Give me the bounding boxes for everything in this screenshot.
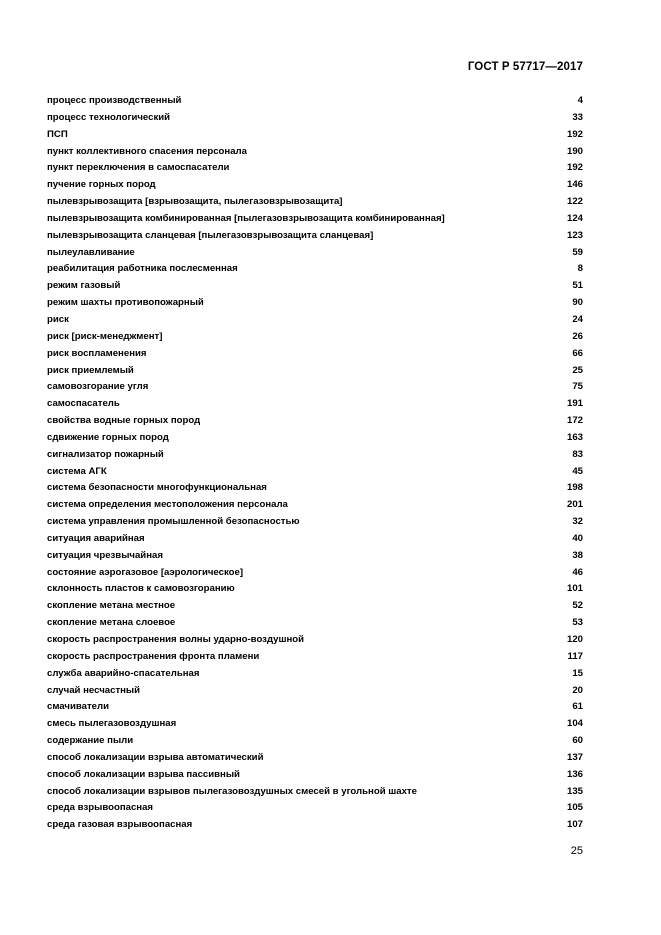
index-term-number: 122 — [566, 196, 583, 208]
index-term: способ локализации взрыва пассивный — [47, 768, 240, 780]
index-term: ПСП — [47, 128, 68, 140]
index-term-number: 38 — [572, 549, 583, 561]
index-term: скопление метана местное — [47, 600, 176, 612]
index-entry — [47, 548, 583, 565]
index-term: случай несчастный — [47, 684, 141, 696]
index-term-number: 75 — [572, 381, 583, 393]
index-term-number: 66 — [572, 347, 583, 359]
index-term: режим газовый — [47, 280, 121, 292]
index-term: система АГК — [47, 465, 107, 477]
index-term: склонность пластов к самовозгоранию — [47, 583, 235, 595]
index-term: режим шахты противопожарный — [47, 297, 204, 309]
index-term: пучение горных пород — [47, 179, 156, 191]
index-term: система управления промышленной безопасностью — [47, 516, 300, 528]
index-entry — [47, 649, 583, 666]
index-term-number: 137 — [566, 751, 583, 763]
alphabetical-index — [47, 93, 583, 834]
index-term-number: 61 — [572, 701, 583, 713]
index-term-number: 124 — [566, 212, 583, 224]
index-term: смесь пылегазовоздушная — [47, 718, 177, 730]
index-entry — [47, 413, 583, 430]
index-term-number: 135 — [566, 785, 583, 797]
index-term: риск воспламенения — [47, 347, 147, 359]
index-term: служба аварийно-спасательная — [47, 667, 200, 679]
index-term: пылеулавливание — [47, 246, 135, 258]
index-term: пылевзрывозащита сланцевая [пылегазовзрывозащита сланцевая] — [47, 229, 374, 241]
index-entry — [47, 683, 583, 700]
index-entry — [47, 312, 583, 329]
index-term: риск — [47, 313, 69, 325]
index-term-number: 101 — [566, 583, 583, 595]
index-term-number: 198 — [566, 482, 583, 494]
index-term: риск [риск-менеджмент] — [47, 330, 163, 342]
index-term-number: 83 — [572, 448, 583, 460]
index-entry — [47, 177, 583, 194]
index-term-number: 90 — [572, 297, 583, 309]
index-term: сигнализатор пожарный — [47, 448, 164, 460]
index-entry — [47, 329, 583, 346]
index-term-number: 25 — [572, 364, 583, 376]
index-term: способ локализации взрывов пылегазовоздушных смесей в угольной шахте — [47, 785, 417, 797]
index-term: содержание пыли — [47, 735, 134, 747]
index-entry — [47, 615, 583, 632]
index-entry — [47, 716, 583, 733]
index-entry — [47, 699, 583, 716]
index-term-number: 4 — [577, 95, 583, 106]
index-entry — [47, 93, 583, 110]
index-term-number: 104 — [566, 718, 583, 730]
index-term-number: 192 — [566, 128, 583, 140]
index-term: ситуация чрезвычайная — [47, 549, 163, 561]
index-term: смачиватели — [47, 701, 110, 713]
index-entry — [47, 211, 583, 228]
index-term: пылевзрывозащита комбинированная [пылегазовзрывозащита комбинированная] — [47, 212, 445, 224]
index-term-number: 105 — [566, 802, 583, 814]
index-entry — [47, 497, 583, 514]
index-term: скорость распространения фронта пламени — [47, 650, 260, 662]
index-term: сдвижение горных пород — [47, 431, 169, 443]
index-entry — [47, 480, 583, 497]
index-term: система определения местоположения персонала — [47, 499, 288, 511]
index-entry — [47, 110, 583, 127]
index-term-number: 107 — [566, 819, 583, 831]
index-entry — [47, 245, 583, 262]
index-entry — [47, 295, 583, 312]
index-term-number: 26 — [572, 330, 583, 342]
index-term-number: 52 — [572, 600, 583, 612]
index-entry — [47, 632, 583, 649]
index-entry — [47, 127, 583, 144]
index-entry — [47, 800, 583, 817]
index-entry — [47, 598, 583, 615]
index-entry — [47, 666, 583, 683]
index-entry — [47, 581, 583, 598]
index-term: пылевзрывозащита [взрывозащита, пылегазовзрывозащита] — [47, 196, 343, 208]
index-term: процесс технологический — [47, 111, 171, 123]
index-entry — [47, 514, 583, 531]
index-entry — [47, 817, 583, 834]
index-entry — [47, 565, 583, 582]
index-term: способ локализации взрыва автоматический — [47, 751, 264, 763]
index-entry — [47, 430, 583, 447]
index-term: самовозгорание угля — [47, 381, 149, 393]
index-term: скорость распространения волны ударно-воздушной — [47, 634, 305, 645]
index-entry — [47, 767, 583, 784]
index-entry — [47, 750, 583, 767]
index-term-number: 191 — [566, 398, 583, 410]
index-term-number: 32 — [572, 516, 583, 528]
index-term-number: 46 — [572, 566, 583, 578]
index-entry — [47, 278, 583, 295]
index-term-number: 60 — [572, 735, 583, 747]
index-term-number: 146 — [566, 179, 583, 191]
index-term-number: 59 — [572, 246, 583, 258]
index-entry — [47, 464, 583, 481]
index-term-number: 172 — [566, 415, 583, 427]
index-term: система безопасности многофункциональная — [47, 482, 267, 494]
index-term: пункт коллективного спасения персонала — [47, 145, 247, 157]
index-term-number: 136 — [566, 768, 583, 780]
index-term-number: 24 — [572, 313, 583, 325]
index-entry — [47, 144, 583, 161]
index-term-number: 201 — [566, 499, 583, 511]
index-term: среда газовая взрывоопасная — [47, 819, 193, 831]
index-term: риск приемлемый — [47, 364, 134, 376]
index-entry — [47, 447, 583, 464]
index-term-number: 192 — [566, 162, 583, 174]
index-term: реабилитация работника послесменная — [47, 263, 238, 275]
index-entry — [47, 261, 583, 278]
index-entry — [47, 194, 583, 211]
index-term-number: 45 — [572, 465, 583, 477]
index-entry — [47, 379, 583, 396]
index-term: ситуация аварийная — [47, 532, 145, 544]
index-entry — [47, 733, 583, 750]
index-entry — [47, 160, 583, 177]
index-entry — [47, 228, 583, 245]
index-term-number: 8 — [577, 263, 583, 275]
index-term-number: 120 — [566, 634, 583, 645]
index-entry — [47, 363, 583, 380]
index-term-number: 163 — [566, 431, 583, 443]
index-term-number: 15 — [572, 667, 583, 679]
index-entry — [47, 396, 583, 413]
document-code: ГОСТ Р 57717—2017 — [467, 61, 583, 73]
index-term: пункт переключения в самоспасатели — [47, 162, 230, 174]
index-term-number: 117 — [567, 650, 583, 662]
index-term-number: 20 — [572, 684, 583, 696]
index-entry — [47, 784, 583, 801]
page-number: 25 — [570, 845, 583, 857]
index-term: процесс производственный — [47, 95, 182, 106]
index-term-number: 51 — [572, 280, 583, 292]
index-term-number: 190 — [566, 145, 583, 157]
index-term: среда взрывоопасная — [47, 802, 154, 814]
index-term: состояние аэрогазовое [аэрологическое] — [47, 566, 244, 578]
index-term: скопление метана слоевое — [47, 617, 176, 629]
index-term-number: 123 — [566, 229, 583, 241]
index-term: самоспасатель — [47, 398, 120, 410]
index-entry — [47, 346, 583, 363]
index-term: свойства водные горных пород — [47, 415, 201, 427]
index-term-number: 33 — [572, 111, 583, 123]
index-term-number: 40 — [572, 532, 583, 544]
index-entry — [47, 531, 583, 548]
index-term-number: 53 — [572, 617, 583, 629]
